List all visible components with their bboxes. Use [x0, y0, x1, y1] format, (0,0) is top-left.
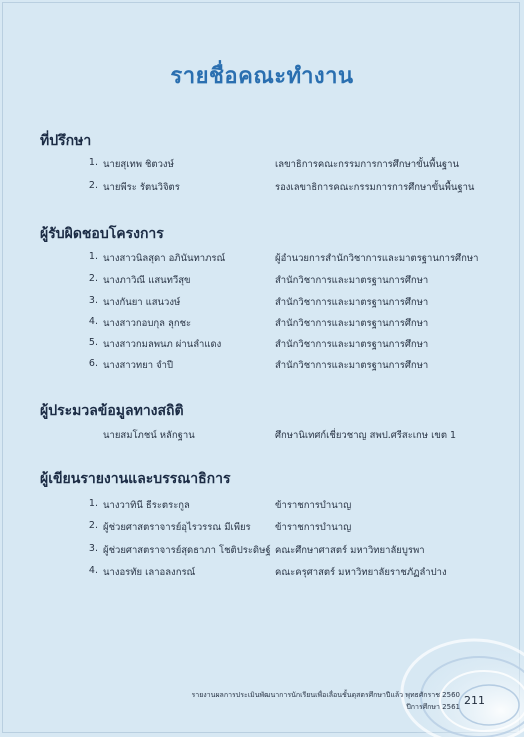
item-number: 1. — [88, 251, 98, 262]
item-name: นางกันยา แสนวงษ์ — [103, 297, 181, 308]
item-name: นางสาวกมลพนภ ผ่านลำแดง — [103, 339, 222, 350]
item-number: 1. — [88, 498, 98, 509]
item-name: นางวาทินี ธีระตระกูล — [103, 500, 190, 511]
footer-report-title: รายงานผลการประเมินพัฒนาการนักเรียนเพื่อเลื่อนชั้นดุสตรศึกษาปีแล้ว พุทธศักราช 2560 — [191, 691, 460, 699]
decorative-swirl — [344, 587, 524, 737]
page-number: 211 — [464, 694, 485, 707]
item-position: ผู้อำนวยการสำนักวิชาการและมาตรฐานการศึกษา — [275, 253, 479, 264]
list-item — [86, 543, 506, 561]
item-name: ผู้ช่วยศาสตราจารย์สุดธาภา โชติประดิษฐ์ — [103, 545, 271, 556]
list-item — [86, 565, 506, 583]
item-number: 2. — [88, 180, 98, 191]
item-number: 3. — [88, 295, 98, 306]
section-heading-writers-editors: ผู้เขียนรายงานและบรรณาธิการ — [40, 471, 231, 487]
item-position: ศึกษานิเทศก์เชี่ยวชาญ สพป.ศรีสะเกษ เขต 1 — [275, 430, 457, 441]
item-position: สำนักวิชาการและมาตรฐานการศึกษา — [275, 339, 429, 350]
section-heading-advisors: ที่ปรึกษา — [40, 133, 92, 149]
list-item — [86, 337, 506, 355]
list-item — [86, 316, 506, 334]
item-name: นายสมโภชน์ หลักฐาน — [103, 430, 195, 441]
item-position: สำนักวิชาการและมาตรฐานการศึกษา — [275, 318, 429, 329]
list-item — [86, 180, 506, 198]
item-name: ผู้ช่วยศาสตราจารย์อุไรวรรณ มีเพียร — [103, 522, 251, 533]
list-item — [86, 520, 506, 538]
item-name: นายพีระ รัตนวิจิตร — [103, 182, 180, 193]
item-name: นายสุเทพ ชิตวงษ์ — [103, 159, 174, 170]
item-number: 1. — [88, 157, 98, 168]
item-position: ข้าราชการบำนาญ — [275, 522, 352, 533]
list-item — [86, 273, 506, 291]
item-position: สำนักวิชาการและมาตรฐานการศึกษา — [275, 297, 429, 308]
item-name: นางสาวทยา จำปี — [103, 360, 174, 371]
item-position: คณะครุศาสตร์ มหาวิทยาลัยราชภัฏลำปาง — [275, 567, 447, 578]
item-number: 2. — [88, 273, 98, 284]
item-number: 5. — [88, 337, 98, 348]
list-item — [86, 157, 506, 175]
list-item — [86, 251, 506, 269]
item-name: นางภาวิณี แสนทวีสุข — [103, 275, 191, 286]
item-position: สำนักวิชาการและมาตรฐานการศึกษา — [275, 360, 429, 371]
item-position: ข้าราชการบำนาญ — [275, 500, 352, 511]
item-name: นางสาวนิลสุดา อภินันทาภรณ์ — [103, 253, 226, 264]
section-heading-project-leads: ผู้รับผิดชอบโครงการ — [40, 226, 164, 242]
item-name: นางอรทัย เลาอลงกรณ์ — [103, 567, 196, 578]
item-position: เลขาธิการคณะกรรมการการศึกษาขั้นพื้นฐาน — [275, 159, 459, 170]
footer-academic-year: ปีการศึกษา 2561 — [406, 703, 460, 711]
item-number: 4. — [88, 316, 98, 327]
item-position: รองเลขาธิการคณะกรรมการการศึกษาขั้นพื้นฐาน — [275, 182, 475, 193]
list-item — [86, 295, 506, 313]
item-number: 6. — [88, 358, 98, 369]
item-position: สำนักวิชาการและมาตรฐานการศึกษา — [275, 275, 429, 286]
page-title: รายชื่อคณะทำงาน — [170, 64, 354, 89]
item-name: นางสาวกอบกุล ลุกชะ — [103, 318, 192, 329]
list-item — [86, 358, 506, 376]
section-heading-statistics: ผู้ประมวลข้อมูลทางสถิติ — [40, 403, 184, 419]
list-item — [86, 498, 506, 516]
item-number: 2. — [88, 520, 98, 531]
item-number: 4. — [88, 565, 98, 576]
item-number: 3. — [88, 543, 98, 554]
item-position: คณะศึกษาศาสตร์ มหาวิทยาลัยบูรพา — [275, 545, 425, 556]
list-item — [86, 428, 506, 446]
